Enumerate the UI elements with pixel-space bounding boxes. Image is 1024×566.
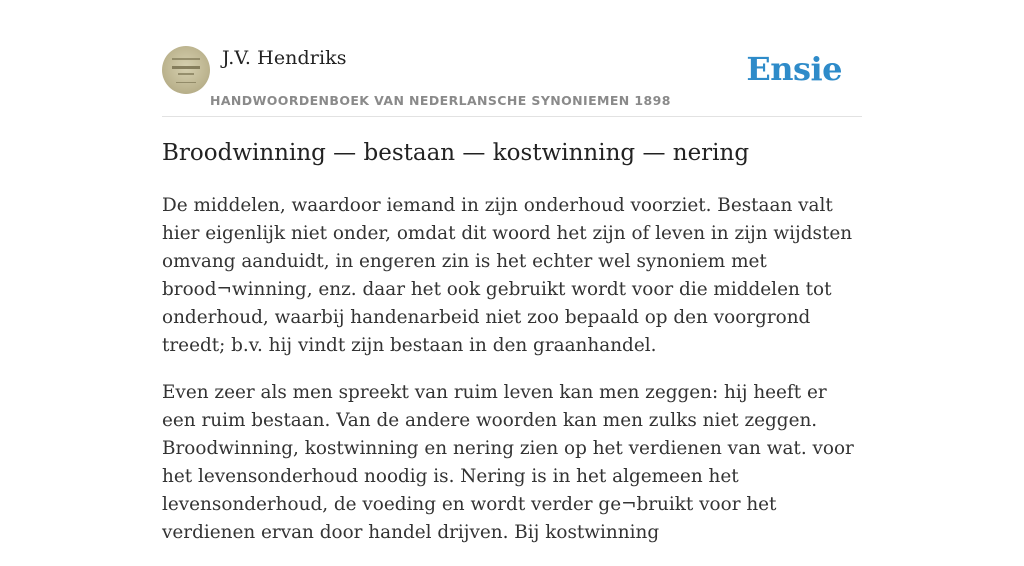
avatar-cover-line (172, 66, 200, 69)
avatar-cover-line (178, 73, 194, 75)
source-title[interactable]: HANDWOORDENBOEK VAN NEDERLANSCHE SYNONIEMEN 1898 (210, 93, 671, 108)
brand-logo[interactable]: Ensie (746, 50, 842, 88)
avatar-cover-line (172, 58, 200, 60)
entry-body (162, 192, 862, 566)
entry-title: Broodwinning — bestaan — kostwinning — nering (162, 140, 750, 166)
author-name[interactable]: J.V. Hendriks (222, 47, 347, 69)
entry-paragraph: De middelen, waardoor iemand in zijn onderhoud voorziet. Bestaan valt hier eigenlijk niet onder, omdat dit woord het zijn of leven in zijn wijdsten omvang aanduidt, in engeren zin is het echter wel synoniem met brood¬winning, enz. daar het ook gebruikt wordt voor die middelen tot onderhoud, waarbij handenarbeid niet zoo bepaald op den voorgrond treedt; b.v. hij vindt zijn bestaan in den graanhandel. (162, 195, 853, 356)
header (162, 46, 862, 117)
avatar-cover-line (176, 82, 196, 83)
book-cover-avatar-icon[interactable] (162, 46, 210, 94)
entry-paragraph: Even zeer als men spreekt van ruim leven kan men zeggen: hij heeft er een ruim bestaan. Van de andere woorden kan men zulks niet zeggen. Broodwinning, kostwinning en nering zien op het verdienen van wat. voor het levensonderhoud noodig is. Nering is in het algemeen het levensonderhoud, de voeding en wordt verder ge¬bruikt voor het verdienen ervan door handel drijven. Bij kostwinning (162, 382, 854, 543)
